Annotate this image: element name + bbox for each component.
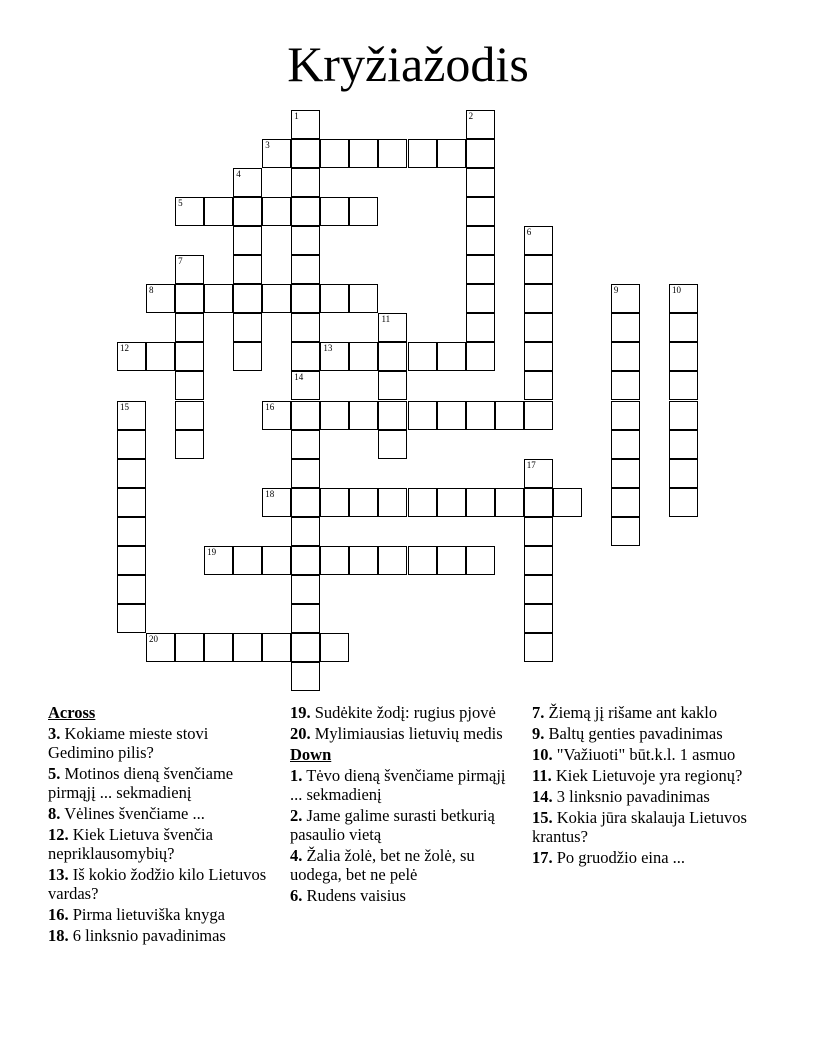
clue-number: 2. [290, 806, 303, 825]
cell-number: 14 [294, 372, 304, 383]
crossword-cell[interactable] [262, 197, 291, 226]
crossword-cell[interactable] [408, 139, 437, 168]
clue-number: 8. [48, 804, 61, 823]
crossword-cell[interactable] [291, 604, 320, 633]
clue-item [532, 724, 757, 743]
crossword-cell[interactable] [233, 546, 262, 575]
clue-item [290, 806, 515, 844]
crossword-cell[interactable] [291, 110, 320, 139]
clue-number: 17. [532, 848, 553, 867]
crossword-cell[interactable] [611, 430, 640, 459]
crossword-cell[interactable] [204, 284, 233, 313]
clue-text: Pirma lietuviška knyga [72, 905, 225, 924]
crossword-cell[interactable] [524, 226, 553, 255]
crossword-cell[interactable] [495, 488, 524, 517]
crossword-cell[interactable] [291, 168, 320, 197]
cell-number: 11 [381, 314, 391, 325]
crossword-cell[interactable] [233, 284, 262, 313]
clues-column-1 [48, 703, 273, 947]
clue-item [48, 764, 273, 802]
crossword-cell[interactable] [524, 371, 553, 400]
clue-item [290, 766, 515, 804]
clue-number: 19. [290, 703, 311, 722]
crossword-cell[interactable] [669, 488, 698, 517]
cell-number: 6 [526, 227, 532, 238]
crossword-cell[interactable] [524, 342, 553, 371]
crossword-cell[interactable] [524, 604, 553, 633]
crossword-cell[interactable] [320, 488, 349, 517]
crossword-cell[interactable] [611, 313, 640, 342]
crossword-cell[interactable] [175, 633, 204, 662]
clue-text: Žiemą jį rišame ant kaklo [548, 703, 718, 722]
crossword-cell[interactable] [524, 401, 553, 430]
crossword-cell[interactable] [320, 401, 349, 430]
crossword-cell[interactable] [262, 633, 291, 662]
clue-number: 7. [532, 703, 545, 722]
cell-number: 1 [294, 111, 299, 121]
crossword-cell[interactable] [466, 168, 495, 197]
crossword-cell[interactable] [408, 488, 437, 517]
crossword-cell[interactable] [524, 546, 553, 575]
clue-item [48, 825, 273, 863]
crossword-cell[interactable] [291, 197, 320, 226]
cell-number: 12 [120, 343, 129, 354]
crossword-cell[interactable] [291, 255, 320, 284]
clue-item [532, 787, 757, 806]
crossword-cell[interactable] [349, 488, 378, 517]
cell-number: 9 [613, 285, 619, 296]
crossword-cell[interactable] [291, 546, 320, 575]
crossword-cell[interactable] [233, 255, 262, 284]
crossword-cell[interactable] [117, 459, 146, 488]
clue-number: 5. [48, 764, 61, 783]
crossword-cell[interactable] [146, 342, 175, 371]
crossword-cell[interactable] [611, 459, 640, 488]
crossword-cell[interactable] [349, 401, 378, 430]
crossword-cell[interactable] [320, 342, 349, 371]
crossword-cell[interactable] [291, 313, 320, 342]
crossword-cell[interactable] [466, 342, 495, 371]
crossword-cell[interactable] [466, 139, 495, 168]
crossword-cell[interactable] [291, 284, 320, 313]
crossword-cell[interactable] [291, 371, 320, 400]
crossword-cell[interactable] [175, 342, 204, 371]
crossword-cell[interactable] [233, 313, 262, 342]
crossword-cell[interactable] [117, 604, 146, 633]
crossword-cell[interactable] [408, 401, 437, 430]
crossword-cell[interactable] [408, 546, 437, 575]
clue-text: Po gruodžio eina ... [556, 848, 686, 867]
crossword-cell[interactable] [378, 430, 407, 459]
crossword-cell[interactable] [291, 139, 320, 168]
crossword-cell[interactable] [291, 401, 320, 430]
clue-text: Kokiame mieste stovi Gedimino pilis? [48, 724, 209, 762]
clue-item [290, 724, 515, 743]
crossword-cell[interactable] [378, 546, 407, 575]
clue-number: 15. [532, 808, 553, 827]
crossword-cell[interactable] [466, 226, 495, 255]
clue-text: 6 linksnio pavadinimas [72, 926, 226, 945]
crossword-cell[interactable] [233, 633, 262, 662]
cell-number: 13 [323, 343, 333, 354]
crossword-cell[interactable] [466, 488, 495, 517]
crossword-cell[interactable] [320, 197, 349, 226]
crossword-cell[interactable] [408, 342, 437, 371]
crossword-cell[interactable] [175, 313, 204, 342]
crossword-cell[interactable] [466, 255, 495, 284]
crossword-cell[interactable] [466, 313, 495, 342]
crossword-cell[interactable] [466, 401, 495, 430]
crossword-cell[interactable] [524, 459, 553, 488]
crossword-cell[interactable] [262, 546, 291, 575]
page-title: Kryžiažodis [287, 36, 529, 92]
crossword-cell[interactable] [175, 197, 204, 226]
crossword-cell[interactable] [175, 371, 204, 400]
clue-number: 6. [290, 886, 303, 905]
crossword-cell[interactable] [669, 313, 698, 342]
crossword-cell[interactable] [117, 575, 146, 604]
crossword-cell[interactable] [320, 139, 349, 168]
clue-text: Sudėkite žodį: rugius pjovė [314, 703, 496, 722]
crossword-cell[interactable] [262, 139, 291, 168]
clue-text: 3 linksnio pavadinimas [556, 787, 710, 806]
clues-column-3 [532, 703, 757, 869]
crossword-cell[interactable] [524, 575, 553, 604]
crossword-cell[interactable] [524, 284, 553, 313]
crossword-cell[interactable] [349, 197, 378, 226]
clue-number: 1. [290, 766, 303, 785]
clue-number: 14. [532, 787, 553, 806]
crossword-cell[interactable] [378, 342, 407, 371]
crossword-cell[interactable] [349, 342, 378, 371]
crossword-cell[interactable] [204, 633, 233, 662]
clue-text: Iš kokio žodžio kilo Lietuvos vardas? [48, 865, 267, 903]
cell-number: 16 [265, 401, 275, 412]
crossword-cell[interactable] [437, 546, 466, 575]
across-heading: Across [48, 703, 96, 722]
clue-item [532, 703, 757, 722]
crossword-cell[interactable] [611, 517, 640, 546]
crossword-cell[interactable] [524, 488, 553, 517]
crossword-cell[interactable] [669, 459, 698, 488]
cell-number: 15 [120, 401, 129, 412]
crossword-cell[interactable] [378, 401, 407, 430]
crossword-cell[interactable] [262, 401, 291, 430]
clue-number: 3. [48, 724, 61, 743]
crossword-cell[interactable] [669, 401, 698, 430]
crossword-cell[interactable] [117, 546, 146, 575]
cell-number: 7 [178, 256, 183, 267]
clue-text: "Važiuoti" būt.k.l. 1 asmuo [556, 745, 736, 764]
clue-text: Jame galime surasti betkurią pasaulio vietą [290, 806, 495, 844]
crossword-cell[interactable] [466, 546, 495, 575]
crossword-cell[interactable] [204, 197, 233, 226]
cell-number: 3 [265, 140, 270, 151]
crossword-cell[interactable] [291, 488, 320, 517]
clue-item [290, 886, 515, 905]
crossword-cell[interactable] [611, 284, 640, 313]
crossword-cell[interactable] [466, 197, 495, 226]
crossword-cell[interactable] [524, 313, 553, 342]
clue-item [48, 905, 273, 924]
clue-item [532, 808, 757, 846]
cell-number: 17 [526, 459, 536, 470]
cell-number: 4 [236, 169, 241, 180]
cell-number: 19 [207, 546, 217, 557]
crossword-cell[interactable] [262, 284, 291, 313]
crossword-cell[interactable] [291, 662, 320, 691]
cell-number: 18 [265, 488, 275, 499]
clue-text: Kiek Lietuvoje yra regionų? [555, 766, 743, 785]
clue-item [290, 703, 515, 722]
clue-number: 16. [48, 905, 69, 924]
down-heading: Down [290, 745, 332, 764]
crossword-cell[interactable] [233, 342, 262, 371]
crossword-cell[interactable] [233, 168, 262, 197]
crossword-cell[interactable] [175, 255, 204, 284]
clue-number: 11. [532, 766, 552, 785]
crossword-cell[interactable] [437, 488, 466, 517]
crossword-cell[interactable] [437, 139, 466, 168]
crossword-cell[interactable] [117, 517, 146, 546]
crossword-cell[interactable] [117, 430, 146, 459]
crossword-cell[interactable] [233, 226, 262, 255]
cell-number: 5 [178, 198, 183, 209]
crossword-cell[interactable] [669, 371, 698, 400]
clue-number: 20. [290, 724, 311, 743]
crossword-cell[interactable] [669, 430, 698, 459]
cell-number: 10 [671, 285, 681, 296]
clue-number: 4. [290, 846, 303, 865]
crossword-cell[interactable] [669, 342, 698, 371]
clue-text: Kokia jūra skalauja Lietuvos krantus? [532, 808, 747, 846]
crossword-cell[interactable] [117, 401, 146, 430]
crossword-cell[interactable] [291, 633, 320, 662]
crossword-cell[interactable] [291, 342, 320, 371]
crossword-cell[interactable] [349, 284, 378, 313]
crossword-cell[interactable] [146, 633, 175, 662]
crossword-cell[interactable] [495, 401, 524, 430]
crossword-cell[interactable] [669, 284, 698, 313]
clue-item [48, 865, 273, 903]
clue-item [532, 766, 757, 785]
clue-item [48, 724, 273, 762]
clue-text: Motinos dieną švenčiame pirmąjį ... sekmadienį [48, 764, 234, 802]
crossword-cell[interactable] [378, 139, 407, 168]
clue-number: 13. [48, 865, 69, 884]
crossword-cell[interactable] [320, 633, 349, 662]
clues-column-2 [290, 703, 515, 907]
crossword-cell[interactable] [320, 284, 349, 313]
crossword-cell[interactable] [466, 284, 495, 313]
cell-number: 8 [149, 285, 154, 296]
crossword-cell[interactable] [437, 342, 466, 371]
crossword-cell[interactable] [378, 313, 407, 342]
crossword-cell[interactable] [233, 197, 262, 226]
crossword-cell[interactable] [466, 110, 495, 139]
crossword-cell[interactable] [204, 546, 233, 575]
crossword-cell[interactable] [320, 546, 349, 575]
clue-text: Vėlines švenčiame ... [64, 804, 205, 823]
clue-text: Mylimiausias lietuvių medis [314, 724, 503, 743]
clue-number: 9. [532, 724, 545, 743]
crossword-cell[interactable] [611, 488, 640, 517]
crossword-cell[interactable] [291, 226, 320, 255]
clue-item [532, 848, 757, 867]
clue-item [48, 926, 273, 945]
clue-item [532, 745, 757, 764]
crossword-cell[interactable] [175, 430, 204, 459]
crossword-cell[interactable] [611, 371, 640, 400]
crossword-cell[interactable] [175, 284, 204, 313]
cell-number: 20 [149, 633, 159, 644]
clue-text: Rudens vaisius [306, 886, 406, 905]
crossword-cell[interactable] [349, 546, 378, 575]
crossword-cell[interactable] [611, 342, 640, 371]
clue-item [290, 846, 515, 884]
clue-number: 10. [532, 745, 553, 764]
crossword-cell[interactable] [146, 284, 175, 313]
crossword-cell[interactable] [378, 488, 407, 517]
crossword-cell[interactable] [175, 401, 204, 430]
crossword-cell[interactable] [437, 401, 466, 430]
crossword-cell[interactable] [553, 488, 582, 517]
crossword-cell[interactable] [117, 488, 146, 517]
crossword-cell[interactable] [349, 139, 378, 168]
crossword-cell[interactable] [291, 459, 320, 488]
crossword-cell[interactable] [611, 401, 640, 430]
crossword-cell[interactable] [378, 371, 407, 400]
crossword-cell[interactable] [524, 255, 553, 284]
cell-number: 2 [468, 111, 474, 121]
clue-text: Tėvo dieną švenčiame pirmąjį ... sekmadienį [290, 766, 506, 804]
crossword-cell[interactable] [262, 488, 291, 517]
clue-item [48, 804, 273, 823]
crossword-cell[interactable] [524, 517, 553, 546]
crossword-cell[interactable] [291, 517, 320, 546]
crossword-cell[interactable] [291, 575, 320, 604]
clue-number: 18. [48, 926, 69, 945]
clue-text: Žalia žolė, bet ne žolė, su uodega, bet ne pelė [290, 846, 475, 884]
crossword-cell[interactable] [117, 342, 146, 371]
clue-number: 12. [48, 825, 69, 844]
crossword-cell[interactable] [524, 633, 553, 662]
clue-text: Kiek Lietuva švenčia nepriklausomybių? [48, 825, 213, 863]
crossword-cell[interactable] [291, 430, 320, 459]
clue-text: Baltų genties pavadinimas [548, 724, 723, 743]
